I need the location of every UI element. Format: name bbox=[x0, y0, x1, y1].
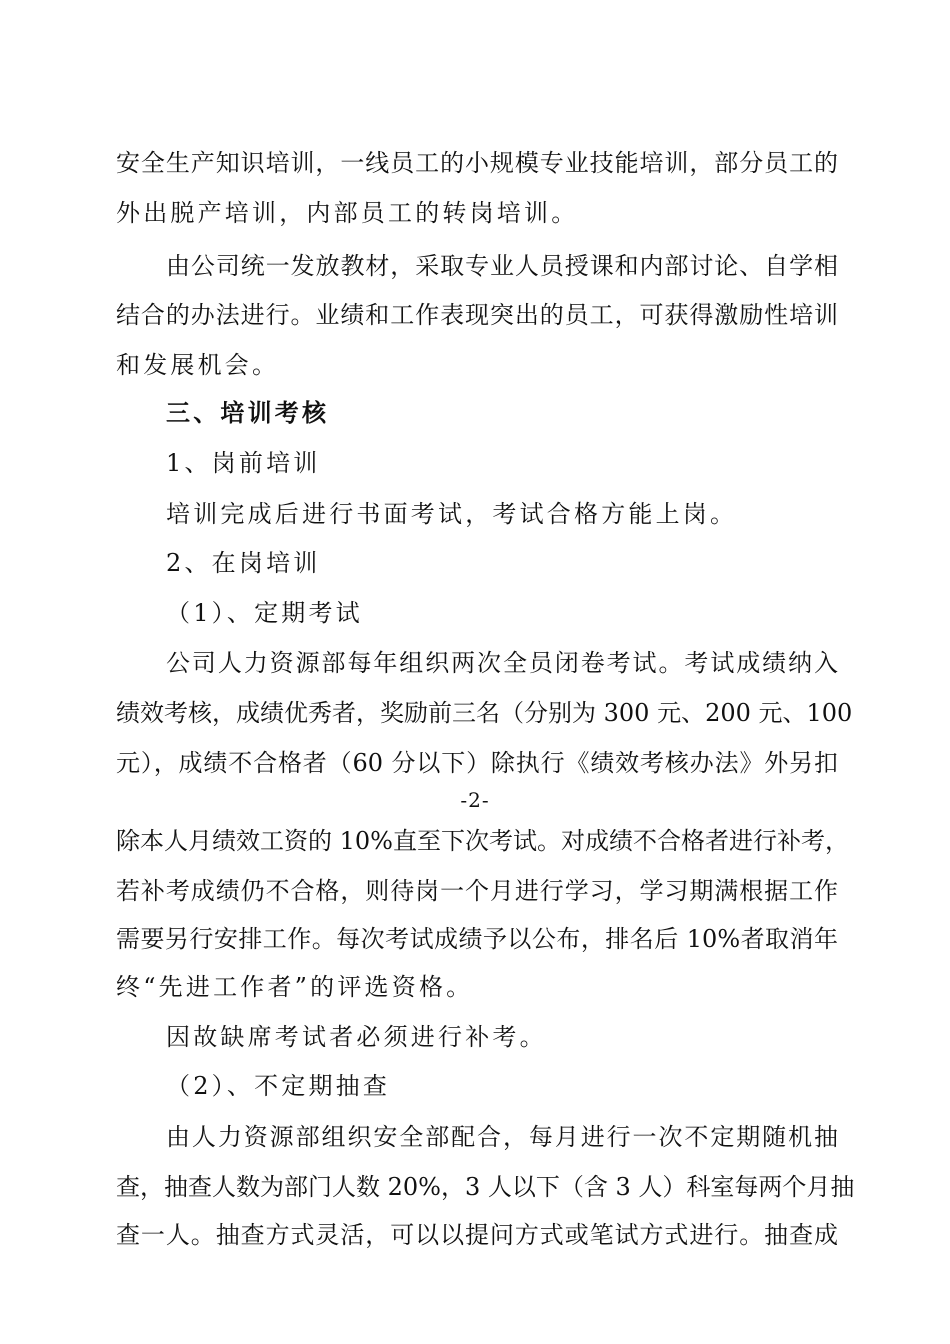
paragraph-line: 终“先进工作者”的评选资格。 bbox=[116, 973, 474, 1001]
subsection-heading: （1）、定期考试 bbox=[166, 599, 363, 627]
paragraph-line: 安全生产知识培训，一线员工的小规模专业技能培训，部分员工的 bbox=[116, 149, 838, 177]
paragraph-line: 外出脱产培训，内部员工的转岗培训。 bbox=[116, 199, 579, 227]
paragraph-line: 因故缺席考试者必须进行补考。 bbox=[166, 1023, 547, 1051]
paragraph-line: 元），成绩不合格者（60 分以下）除执行《绩效考核办法》外另扣 bbox=[116, 749, 838, 777]
paragraph-line: 除本人月绩效工资的 10%直至下次考试。对成绩不合格者进行补考， bbox=[116, 827, 849, 855]
paragraph-line: 需要另行安排工作。每次考试成绩予以公布，排名后 10%者取消年 bbox=[116, 925, 838, 953]
paragraph-line: 查一人。抽查方式灵活，可以以提问方式或笔试方式进行。抽查成 bbox=[116, 1221, 838, 1249]
subsection-heading: 1、岗前培训 bbox=[166, 449, 321, 477]
subsection-heading: 2、在岗培训 bbox=[166, 549, 321, 577]
page-number: -2- bbox=[460, 788, 490, 812]
paragraph-line: 若补考成绩仍不合格，则待岗一个月进行学习，学习期满根据工作 bbox=[116, 877, 838, 905]
paragraph-line: 结合的办法进行。业绩和工作表现突出的员工，可获得激励性培训 bbox=[116, 301, 838, 329]
paragraph-line: 绩效考核，成绩优秀者，奖励前三名（分别为 300 元、200 元、100 bbox=[116, 699, 853, 727]
paragraph-line: 公司人力资源部每年组织两次全员闭卷考试。考试成绩纳入 bbox=[166, 649, 838, 677]
paragraph-line: 由人力资源部组织安全部配合，每月进行一次不定期随机抽 bbox=[166, 1123, 838, 1151]
paragraph-line: 由公司统一发放教材，采取专业人员授课和内部讨论、自学相 bbox=[166, 252, 838, 280]
section-heading: 三、培训考核 bbox=[166, 398, 330, 427]
paragraph-line: 培训完成后进行书面考试，考试合格方能上岗。 bbox=[166, 500, 738, 528]
paragraph-line: 查，抽查人数为部门人数 20%，3 人以下（含 3 人）科室每两个月抽 bbox=[116, 1173, 855, 1201]
paragraph-line: 和发展机会。 bbox=[116, 351, 280, 379]
subsection-heading: （2）、不定期抽查 bbox=[166, 1072, 391, 1100]
